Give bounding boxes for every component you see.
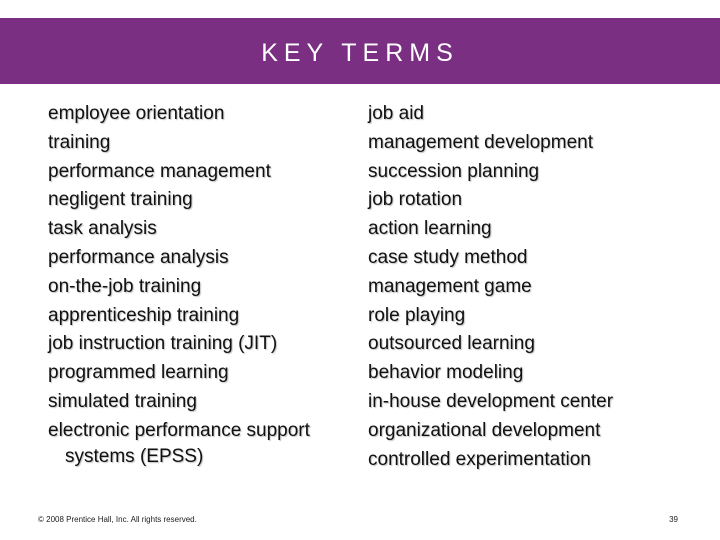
key-term: job rotation — [368, 189, 463, 211]
key-term: controlled experimentation — [368, 448, 591, 470]
key-terms-left-column — [48, 100, 348, 468]
key-term: action learning — [368, 218, 492, 240]
key-term: succession planning — [368, 160, 540, 182]
key-term: organizational development — [368, 419, 601, 441]
key-term: negligent training — [48, 189, 193, 211]
key-terms-right-column — [368, 100, 698, 474]
key-term: performance management — [48, 160, 271, 182]
key-term: simulated training — [48, 390, 197, 412]
key-term: apprenticeship training — [48, 304, 240, 326]
key-term: on-the-job training — [48, 275, 202, 297]
key-term: outsourced learning — [368, 333, 535, 355]
key-term-line: electronic performance support — [48, 419, 310, 441]
key-term: job aid — [368, 103, 424, 124]
key-term: management development — [368, 131, 593, 153]
key-term: task analysis — [48, 218, 157, 240]
key-term: job instruction training (JIT) — [48, 333, 278, 355]
key-term: performance analysis — [48, 246, 229, 268]
key-term: behavior modeling — [368, 362, 524, 384]
page-number: 39 — [669, 515, 678, 524]
key-term: case study method — [368, 246, 528, 268]
key-term: role playing — [368, 304, 466, 326]
key-term: in-house development center — [368, 390, 614, 412]
key-term: management game — [368, 275, 532, 297]
key-term-continuation: systems (EPSS) — [65, 445, 204, 467]
copyright-notice: © 2008 Prentice Hall, Inc. All rights reserved. — [38, 515, 197, 524]
key-term: employee orientation — [48, 103, 225, 124]
slide-title: KEY TERMS — [261, 39, 459, 67]
key-term — [48, 417, 348, 468]
key-term: training — [48, 131, 111, 153]
key-term: programmed learning — [48, 362, 229, 384]
